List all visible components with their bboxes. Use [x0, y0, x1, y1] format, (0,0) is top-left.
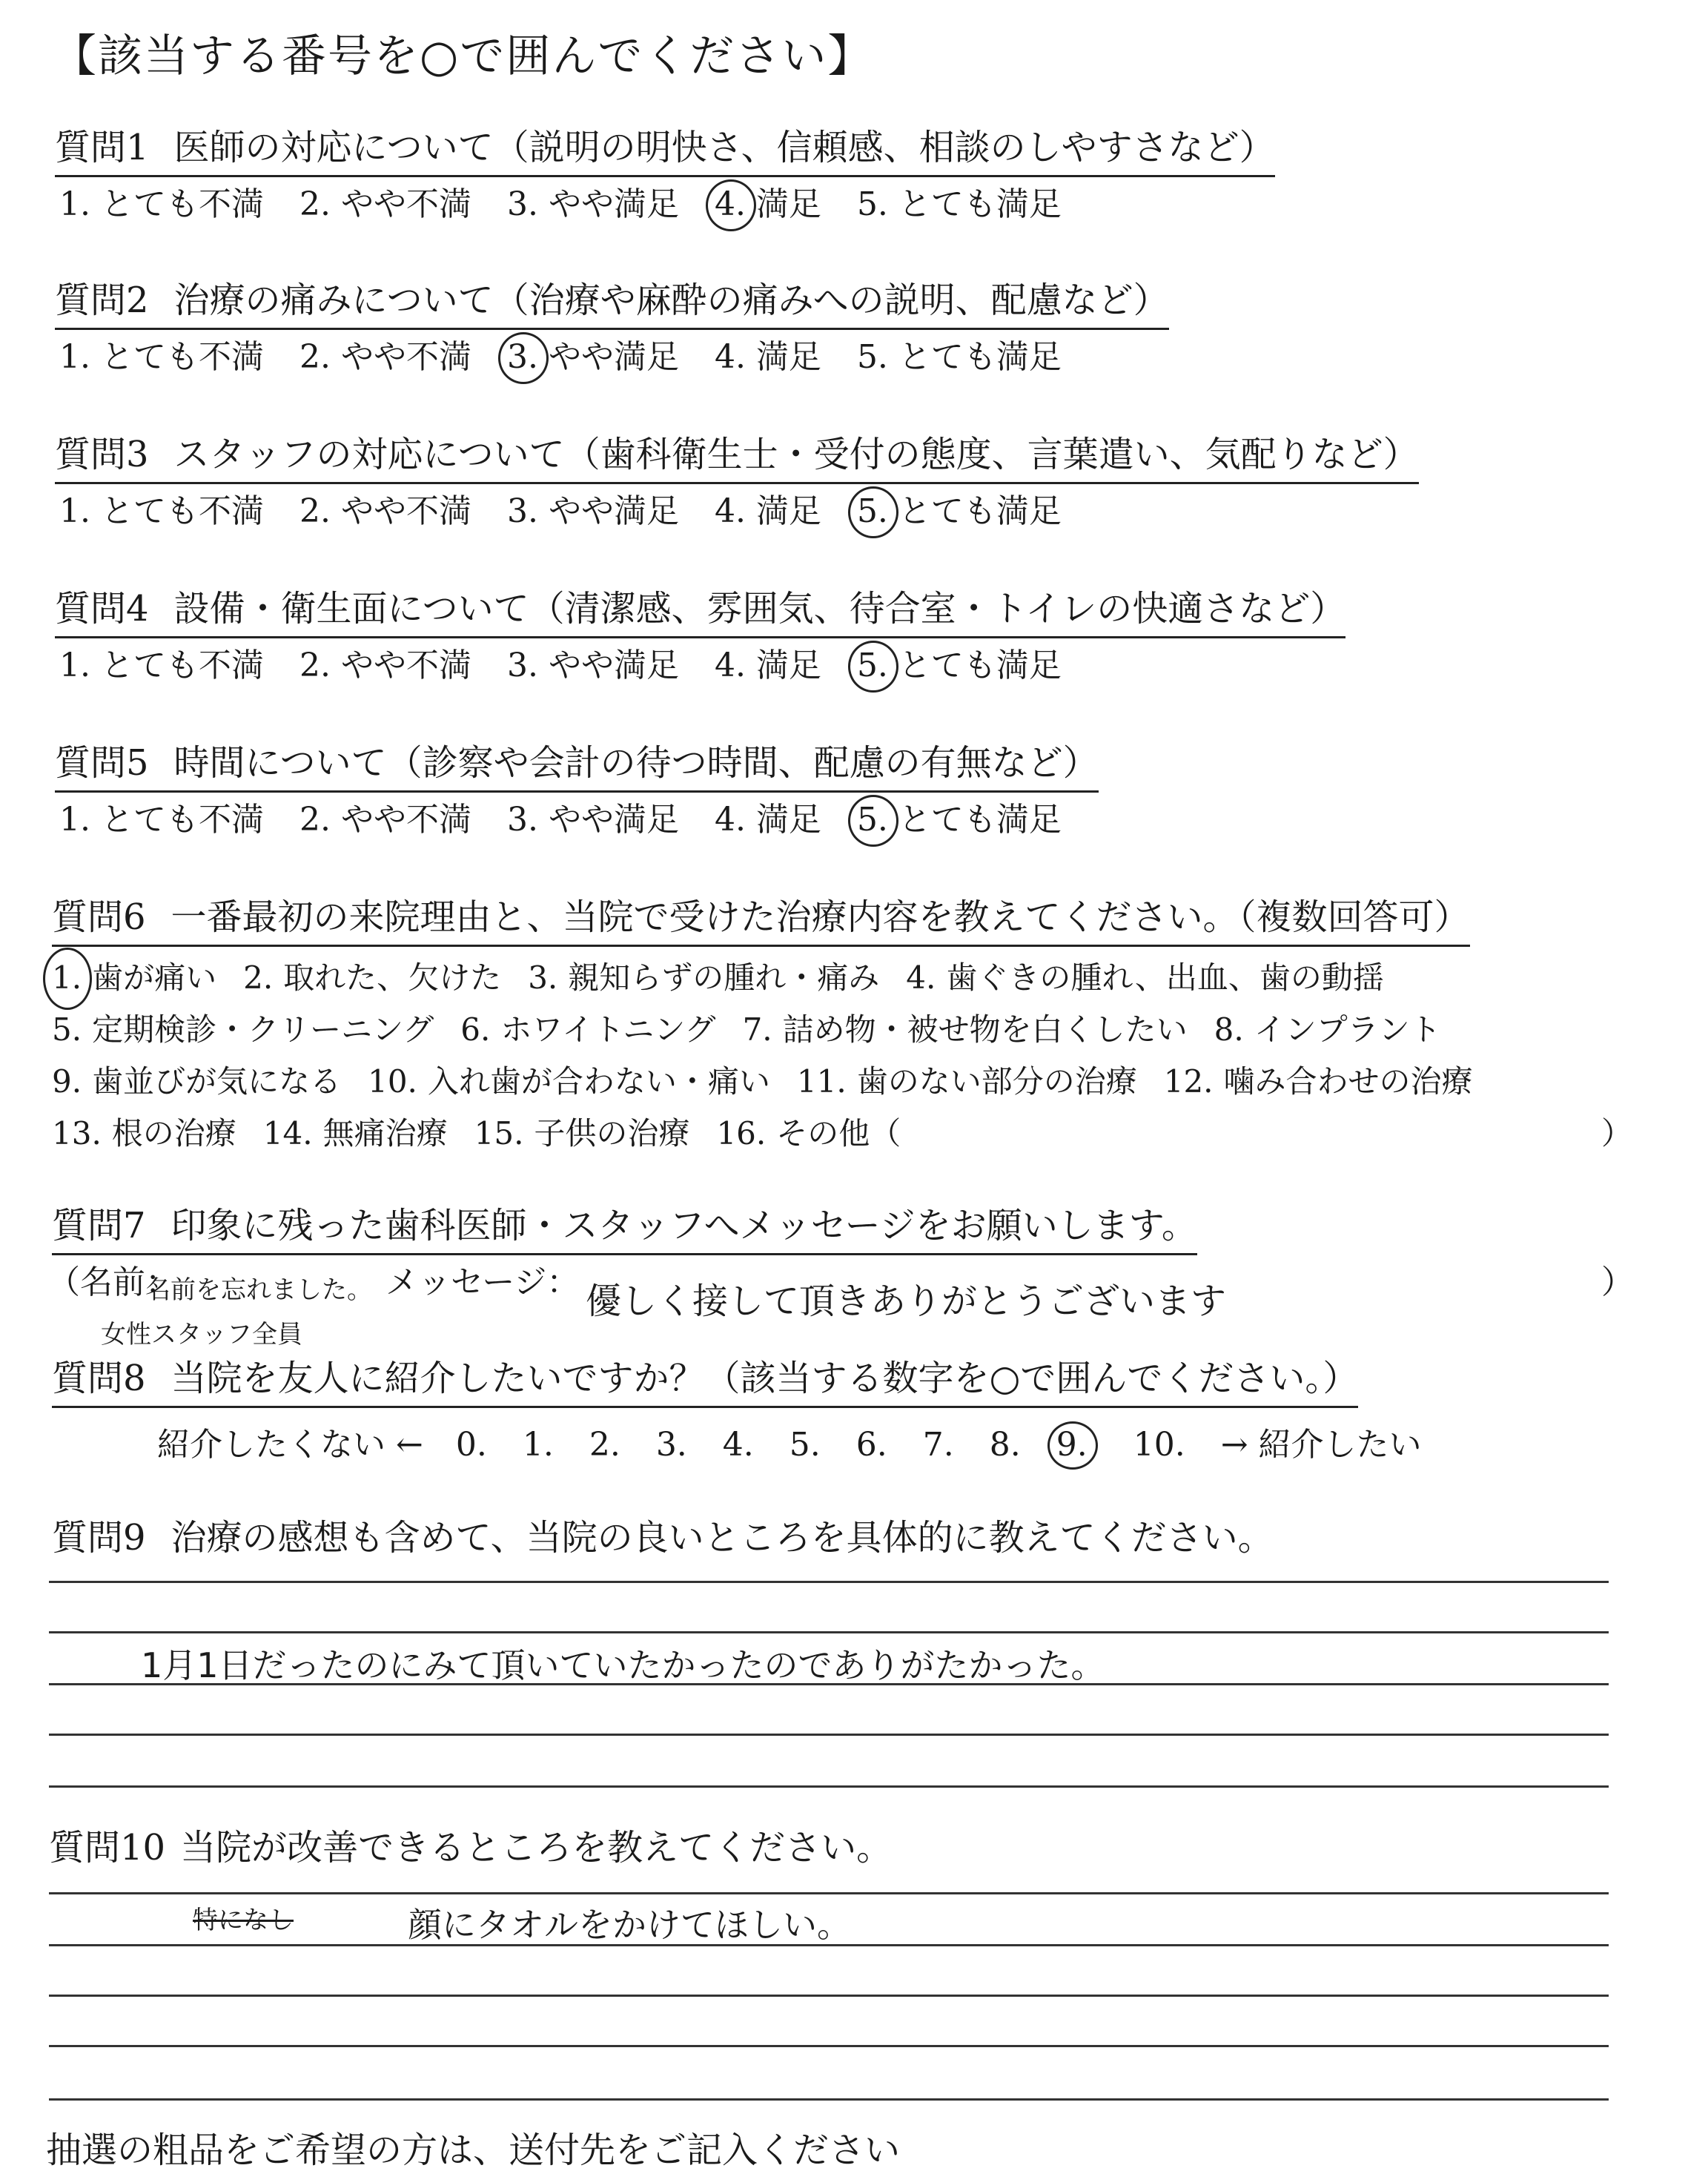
- option-2[interactable]: 2. やや不満: [299, 492, 471, 530]
- scale-right-label: → 紹介したい: [1220, 1426, 1422, 1464]
- option-1[interactable]: 1. とても不満: [59, 492, 264, 530]
- question-number: 質問9: [52, 1517, 146, 1559]
- question-10-struck-answer: 特になし: [193, 1906, 294, 1935]
- question-2-options[interactable]: [59, 337, 1097, 378]
- question-10-heading: [49, 1827, 892, 1868]
- other-close-paren: ）: [1601, 1115, 1633, 1151]
- scale-4[interactable]: 4.: [722, 1426, 754, 1464]
- question-text: 時間について（診察や会計の待つ時間、配慮の有無など）: [173, 742, 1099, 784]
- question-9-answer[interactable]: 1月1日だったのにみて頂いていたかったのでありがたかった。: [141, 1645, 1105, 1685]
- question-6-options-row-1[interactable]: [52, 952, 1411, 1004]
- question-10-answer[interactable]: 顔にタオルをかけてほしい。: [408, 1905, 851, 1945]
- selection-circle: 3.: [507, 337, 538, 378]
- option-10[interactable]: 10. 入れ歯が合わない・痛い: [368, 1063, 770, 1100]
- option-4[interactable]: 4. 満足: [714, 801, 821, 839]
- recommend-scale[interactable]: [157, 1418, 1422, 1465]
- option-2[interactable]: 2. 取れた、欠けた: [243, 959, 502, 996]
- option-4-selected[interactable]: 4. 満足: [715, 184, 821, 225]
- question-number: 質問2: [55, 280, 149, 321]
- question-text: 当院が改善できるところを教えてください。: [180, 1827, 893, 1868]
- question-text: 治療の痛みについて（治療や麻酔の痛みへの説明、配慮など）: [173, 280, 1169, 321]
- selection-circle: 9.: [1056, 1426, 1088, 1464]
- answer-line: [49, 1683, 1609, 1685]
- selection-circle: 1.: [52, 952, 82, 1004]
- message-label: メッセージ：: [385, 1263, 580, 1301]
- option-7[interactable]: 7. 詰め物・被せ物を白くしたい: [742, 1011, 1188, 1048]
- question-text: 一番最初の来院理由と、当院で受けた治療内容を教えてください。（複数回答可）: [171, 896, 1470, 938]
- name-label: （名前：: [47, 1263, 178, 1301]
- message-value[interactable]: 優しく接して頂きありがとうございます: [586, 1281, 1227, 1322]
- option-9[interactable]: 9. 歯並びが気になる: [52, 1063, 342, 1100]
- question-3-options[interactable]: [59, 491, 1097, 532]
- question-7-heading: [52, 1203, 1197, 1255]
- scale-5[interactable]: 5.: [789, 1426, 821, 1464]
- option-15[interactable]: 15. 子供の治療: [474, 1115, 690, 1151]
- option-13[interactable]: 13. 根の治療: [52, 1115, 236, 1151]
- answer-line: [49, 1581, 1609, 1583]
- question-text: 医師の対応について（説明の明快さ、信頼感、相談のしやすさなど）: [173, 127, 1275, 168]
- question-text: 印象に残った歯科医師・スタッフへメッセージをお願いします。: [171, 1205, 1197, 1246]
- question-5-heading: [55, 740, 1099, 793]
- question-4-heading: [55, 586, 1345, 638]
- option-8[interactable]: 8. インプラント: [1214, 1011, 1441, 1048]
- question-6-options-row-2[interactable]: [52, 1004, 1468, 1056]
- selection-circle: 4.: [715, 184, 746, 225]
- scale-9-selected[interactable]: [1056, 1426, 1098, 1464]
- question-8-heading: [52, 1355, 1358, 1408]
- question-text: スタッフの対応について（歯科衛生士・受付の態度、言葉遣い、気配りなど）: [173, 434, 1419, 475]
- scale-left-label: 紹介したくない ←: [157, 1426, 423, 1464]
- option-1-selected[interactable]: 1. 歯が痛い: [52, 952, 216, 1004]
- question-number: 質問6: [52, 896, 146, 938]
- question-number: 質問1: [55, 127, 149, 168]
- question-1-options[interactable]: [59, 184, 1097, 225]
- option-3[interactable]: 3. やや満足: [506, 647, 679, 684]
- page-title: 【該当する番号を○で囲んでください】: [52, 30, 874, 82]
- answer-line: [49, 1734, 1609, 1736]
- option-3-selected[interactable]: 3. やや満足: [507, 337, 679, 378]
- question-6-options-row-3[interactable]: [52, 1056, 1500, 1108]
- option-11[interactable]: 11. 歯のない部分の治療: [796, 1063, 1137, 1100]
- question-number: 質問8: [52, 1358, 146, 1399]
- question-9-heading: [52, 1517, 1274, 1559]
- question-number: 質問5: [55, 742, 149, 784]
- scale-0[interactable]: 0.: [455, 1426, 487, 1464]
- selection-circle: 5.: [857, 645, 888, 687]
- answer-line: [49, 1892, 1609, 1894]
- scale-6[interactable]: 6.: [855, 1426, 887, 1464]
- question-2-heading: [55, 277, 1169, 330]
- scale-1[interactable]: 1.: [522, 1426, 554, 1464]
- option-5-selected[interactable]: 5. とても満足: [857, 645, 1062, 687]
- scale-8[interactable]: 8.: [989, 1426, 1021, 1464]
- option-2[interactable]: 2. やや不満: [299, 801, 471, 839]
- option-12[interactable]: 12. 噛み合わせの治療: [1163, 1063, 1473, 1100]
- option-4[interactable]: 4. 歯ぐきの腫れ、出血、歯の動揺: [906, 959, 1384, 996]
- scale-2[interactable]: 2.: [589, 1426, 620, 1464]
- scale-7[interactable]: 7.: [922, 1426, 954, 1464]
- option-5-selected[interactable]: 5. とても満足: [857, 491, 1062, 532]
- answer-line: [49, 1944, 1609, 1946]
- option-16[interactable]: 16. その他（: [716, 1115, 901, 1151]
- option-4[interactable]: 4. 満足: [714, 492, 821, 530]
- scale-3[interactable]: 3.: [655, 1426, 687, 1464]
- option-3[interactable]: 3. 親知らずの腫れ・痛み: [528, 959, 880, 996]
- answer-line: [49, 1631, 1609, 1633]
- option-5[interactable]: 5. 定期検診・クリーニング: [52, 1011, 434, 1048]
- question-number: 質問10: [49, 1827, 166, 1868]
- question-4-options[interactable]: [59, 645, 1097, 687]
- question-number: 質問4: [55, 588, 149, 630]
- question-6-options-row-4[interactable]: [52, 1108, 927, 1160]
- option-3[interactable]: 3. やや満足: [506, 185, 679, 223]
- footer-text: 抽選の粗品をご希望の方は、送付先をご記入ください: [46, 2129, 901, 2171]
- answer-line: [49, 2098, 1609, 2101]
- question-3-heading: [55, 432, 1419, 484]
- option-2[interactable]: 2. やや不満: [299, 185, 471, 223]
- question-number: 質問3: [55, 434, 149, 475]
- question-1-heading: [55, 125, 1275, 177]
- question-number: 質問7: [52, 1205, 146, 1246]
- question-text: 設備・衛生面について（清潔感、雰囲気、待合室・トイレの快適さなど）: [173, 588, 1346, 630]
- question-5-options[interactable]: [59, 799, 1097, 841]
- option-1[interactable]: 1. とても不満: [59, 338, 264, 376]
- answer-line: [49, 2045, 1609, 2047]
- answer-line: [49, 1995, 1609, 1997]
- option-5[interactable]: 5. とても満足: [856, 338, 1062, 376]
- option-14[interactable]: 14. 無痛治療: [262, 1115, 448, 1151]
- question-text: 治療の感想も含めて、当院の良いところを具体的に教えてください。: [171, 1517, 1274, 1559]
- selection-circle: 5.: [857, 799, 888, 841]
- name-value[interactable]: 名前を忘れました。: [145, 1275, 372, 1305]
- question-6-heading: [52, 894, 1470, 947]
- option-4[interactable]: 4. 満足: [714, 647, 821, 684]
- option-2[interactable]: 2. やや不満: [299, 338, 471, 376]
- option-2[interactable]: 2. やや不満: [299, 647, 471, 684]
- option-1[interactable]: 1. とても不満: [59, 801, 264, 839]
- option-3[interactable]: 3. やや満足: [506, 801, 679, 839]
- name-value-2[interactable]: 女性スタッフ全員: [101, 1320, 302, 1349]
- option-6[interactable]: 6. ホワイトニング: [460, 1011, 716, 1048]
- answer-line: [49, 1785, 1609, 1788]
- option-3[interactable]: 3. やや満足: [506, 492, 679, 530]
- option-5[interactable]: 5. とても満足: [856, 185, 1062, 223]
- option-5-selected[interactable]: 5. とても満足: [857, 799, 1062, 841]
- scale-10[interactable]: 10.: [1133, 1426, 1185, 1464]
- question-text: 当院を友人に紹介したいですか？（該当する数字を○で囲んでください。）: [171, 1358, 1359, 1399]
- option-1[interactable]: 1. とても不満: [59, 185, 264, 223]
- option-4[interactable]: 4. 満足: [714, 338, 821, 376]
- selection-circle: 5.: [857, 491, 888, 532]
- option-1[interactable]: 1. とても不満: [59, 647, 264, 684]
- message-close-paren: ）: [1601, 1263, 1634, 1301]
